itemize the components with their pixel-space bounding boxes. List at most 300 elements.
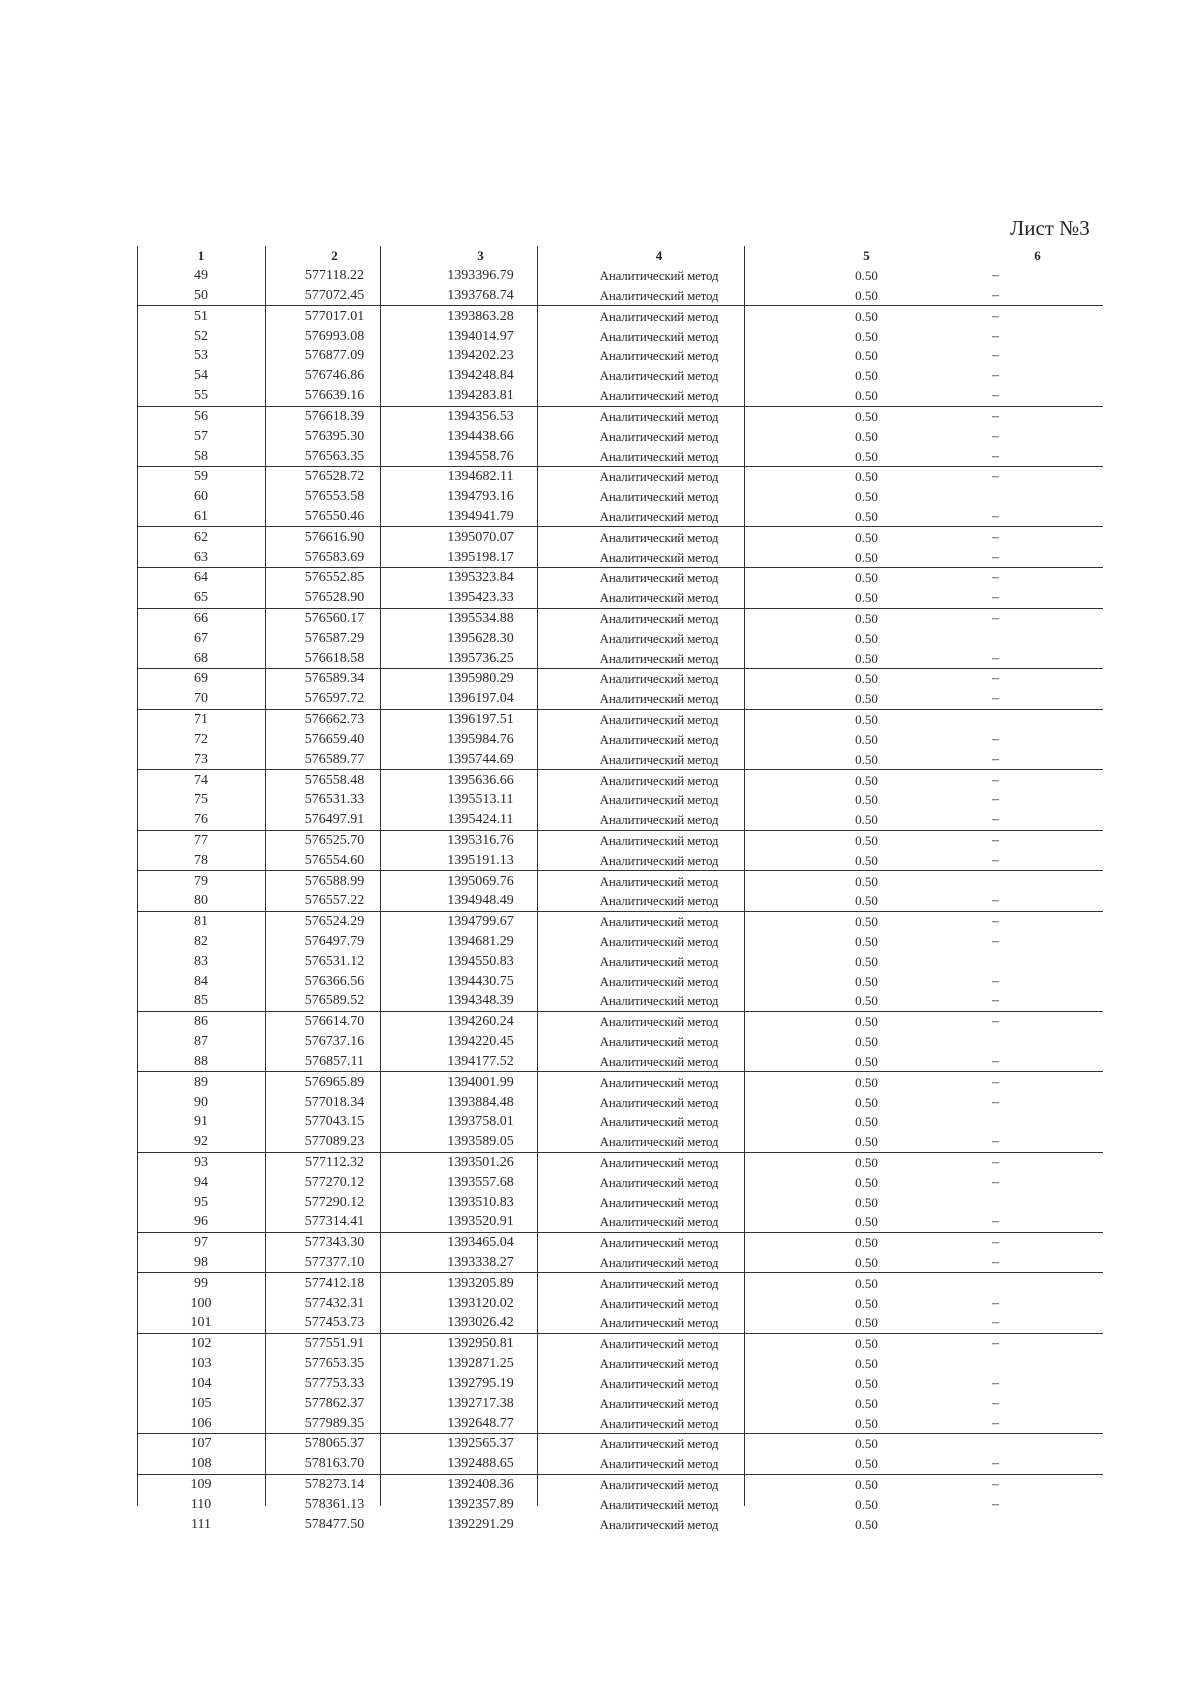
method-cell: Аналитический метод: [557, 406, 761, 426]
precision-cell: 0.50: [855, 388, 878, 404]
note-cell: –: [992, 1315, 999, 1331]
x-coordinate-cell: 578361.13: [304, 1496, 365, 1512]
x-coordinate-cell: 577043.15: [304, 1114, 365, 1130]
y-coordinate-cell: 1394438.66: [447, 428, 514, 444]
precision-cell: 0.50: [855, 1214, 878, 1230]
note-cell: [972, 1354, 1103, 1374]
note-cell: –: [992, 893, 999, 909]
note-cell: –: [992, 1415, 999, 1431]
column-header: 3: [477, 248, 484, 264]
x-coordinate-cell: 576366.56: [304, 973, 365, 989]
note-cell: –: [972, 669, 1103, 689]
method-cell: Аналитический метод: [557, 871, 761, 891]
point-number-cell: 89: [137, 1072, 265, 1092]
column-header: 4: [655, 248, 663, 264]
precision-cell: 0.50: [855, 731, 878, 747]
y-coordinate-cell: 1392717.38: [447, 1395, 514, 1411]
table-row: [137, 1172, 1103, 1192]
column-header: 5: [863, 248, 870, 264]
point-number-cell: 111: [191, 1516, 211, 1532]
table-row: [137, 1494, 1103, 1514]
point-number-cell: 109: [137, 1474, 265, 1494]
y-coordinate-cell: 1394941.79: [447, 508, 514, 524]
y-coordinate-cell: 1394793.16: [447, 489, 514, 505]
column-header: 1: [197, 248, 205, 264]
point-number-cell: 73: [194, 751, 208, 767]
note-cell: –: [972, 911, 1103, 931]
table-row: [137, 951, 1103, 971]
y-coordinate-cell: 1393884.48: [447, 1094, 514, 1110]
table-body: [137, 266, 1103, 1534]
point-number-cell: 68: [194, 650, 208, 666]
precision-cell: 0.50: [855, 1395, 878, 1411]
method-cell: Аналитический метод: [599, 549, 719, 565]
method-cell: Аналитический метод: [599, 1255, 719, 1271]
note-cell: –: [972, 568, 1103, 588]
method-cell: Аналитический метод: [557, 568, 761, 588]
x-coordinate-cell: 578477.50: [304, 1516, 365, 1532]
precision-cell: 0.50: [761, 911, 972, 931]
x-coordinate-cell: 576525.70: [265, 830, 404, 850]
y-coordinate-cell: 1393863.28: [404, 306, 557, 326]
y-coordinate-cell: 1393396.79: [447, 268, 514, 284]
precision-cell: 0.50: [855, 368, 878, 384]
x-coordinate-cell: 576524.29: [265, 911, 404, 931]
x-coordinate-cell: 576589.34: [265, 669, 404, 689]
y-coordinate-cell: 1393557.68: [447, 1174, 514, 1190]
x-coordinate-cell: 577453.73: [304, 1315, 365, 1331]
note-cell: [972, 871, 1103, 891]
method-cell: Аналитический метод: [599, 388, 719, 404]
point-number-cell: 67: [194, 630, 208, 646]
precision-cell: 0.50: [855, 1174, 878, 1190]
method-cell: Аналитический метод: [599, 691, 719, 707]
point-number-cell: 110: [190, 1496, 212, 1512]
y-coordinate-cell: 1395069.76: [404, 871, 557, 891]
method-cell: Аналитический метод: [557, 1433, 761, 1453]
note-cell: –: [972, 1474, 1103, 1494]
table-row: [137, 1092, 1103, 1112]
y-coordinate-cell: 1392648.77: [447, 1415, 514, 1431]
x-coordinate-cell: 578065.37: [265, 1433, 404, 1453]
precision-cell: 0.50: [855, 812, 878, 828]
y-coordinate-cell: 1394799.67: [404, 911, 557, 931]
note-cell: [972, 1192, 1103, 1212]
table-row: [137, 871, 1103, 891]
method-cell: Аналитический метод: [599, 590, 719, 606]
point-number-cell: 52: [194, 328, 208, 344]
x-coordinate-cell: 577270.12: [304, 1174, 365, 1190]
method-cell: Аналитический метод: [599, 489, 719, 505]
method-cell: Аналитический метод: [599, 368, 719, 384]
note-cell: –: [992, 368, 999, 384]
method-cell: Аналитический метод: [599, 1053, 719, 1069]
sheet-label: Лист №3: [1010, 216, 1090, 240]
precision-cell: 0.50: [855, 953, 878, 969]
precision-cell: 0.50: [855, 1516, 878, 1532]
precision-cell: 0.50: [855, 650, 878, 666]
table-row: [137, 386, 1103, 406]
precision-cell: 0.50: [761, 1474, 972, 1494]
y-coordinate-cell: 1394001.99: [404, 1072, 557, 1092]
point-number-cell: 76: [194, 812, 208, 828]
table-row: [137, 1052, 1103, 1072]
x-coordinate-cell: 576583.69: [304, 549, 365, 565]
coordinates-table: [137, 246, 1103, 1534]
point-number-cell: 99: [137, 1273, 265, 1293]
y-coordinate-cell: 1393026.42: [447, 1315, 514, 1331]
point-number-cell: 61: [194, 508, 208, 524]
note-cell: –: [992, 590, 999, 606]
note-cell: –: [972, 1011, 1103, 1031]
precision-cell: 0.50: [761, 306, 972, 326]
y-coordinate-cell: 1395736.25: [447, 650, 514, 666]
point-number-cell: 97: [137, 1232, 265, 1252]
x-coordinate-cell: 576531.33: [304, 792, 365, 808]
y-coordinate-cell: 1395070.07: [404, 527, 557, 547]
y-coordinate-cell: 1395423.33: [447, 590, 514, 606]
x-coordinate-cell: 576558.48: [265, 770, 404, 790]
point-number-cell: 49: [194, 268, 208, 284]
note-cell: –: [992, 731, 999, 747]
precision-cell: 0.50: [761, 568, 972, 588]
point-number-cell: 91: [194, 1114, 208, 1130]
precision-cell: 0.50: [855, 1375, 878, 1391]
point-number-cell: 77: [137, 830, 265, 850]
table-row: [137, 709, 1103, 729]
method-cell: Аналитический метод: [599, 751, 719, 767]
method-cell: Аналитический метод: [599, 650, 719, 666]
method-cell: Аналитический метод: [599, 893, 719, 909]
y-coordinate-cell: 1395984.76: [447, 731, 514, 747]
precision-cell: 0.50: [855, 1315, 878, 1331]
table-row: [137, 588, 1103, 608]
note-cell: –: [992, 792, 999, 808]
x-coordinate-cell: 576662.73: [265, 709, 404, 729]
column-header: 2: [331, 248, 338, 264]
precision-cell: 0.50: [855, 428, 878, 444]
y-coordinate-cell: 1396197.51: [404, 709, 557, 729]
y-coordinate-cell: 1395323.84: [404, 568, 557, 588]
y-coordinate-cell: 1394558.76: [447, 448, 514, 464]
y-coordinate-cell: 1395198.17: [447, 549, 514, 565]
x-coordinate-cell: 577343.30: [265, 1232, 404, 1252]
precision-cell: 0.50: [855, 348, 878, 364]
note-cell: [972, 487, 1103, 507]
note-cell: –: [992, 973, 999, 989]
precision-cell: 0.50: [855, 893, 878, 909]
precision-cell: 0.50: [855, 1255, 878, 1271]
precision-cell: 0.50: [761, 608, 972, 628]
table-row: [137, 1474, 1103, 1494]
table-row: [137, 527, 1103, 547]
x-coordinate-cell: 576554.60: [304, 852, 365, 868]
precision-cell: 0.50: [761, 1232, 972, 1252]
point-number-cell: 107: [137, 1433, 265, 1453]
table-row: [137, 911, 1103, 931]
method-cell: Аналитический метод: [557, 1152, 761, 1172]
precision-cell: 0.50: [761, 1152, 972, 1172]
x-coordinate-cell: 576589.52: [304, 993, 365, 1009]
point-number-cell: 85: [194, 993, 208, 1009]
note-cell: [972, 628, 1103, 648]
table-row: [137, 1433, 1103, 1453]
table-row: [137, 1454, 1103, 1474]
point-number-cell: 69: [137, 669, 265, 689]
precision-cell: 0.50: [855, 1456, 878, 1472]
y-coordinate-cell: 1394550.83: [447, 953, 514, 969]
precision-cell: 0.50: [855, 1134, 878, 1150]
point-number-cell: 98: [194, 1255, 208, 1271]
y-coordinate-cell: 1395636.66: [404, 770, 557, 790]
table-row: [137, 1253, 1103, 1273]
x-coordinate-cell: 576587.29: [304, 630, 365, 646]
point-number-cell: 78: [194, 852, 208, 868]
point-number-cell: 54: [194, 368, 208, 384]
column-header: 6: [1034, 248, 1041, 264]
note-cell: –: [992, 934, 999, 950]
y-coordinate-cell: 1395980.29: [404, 669, 557, 689]
point-number-cell: 105: [190, 1395, 212, 1411]
method-cell: Аналитический метод: [599, 1315, 719, 1331]
x-coordinate-cell: 576589.77: [304, 751, 365, 767]
note-cell: [972, 1032, 1103, 1052]
point-number-cell: 55: [194, 388, 208, 404]
y-coordinate-cell: 1392357.89: [447, 1496, 514, 1512]
x-coordinate-cell: 577862.37: [304, 1395, 365, 1411]
point-number-cell: 50: [194, 288, 208, 304]
method-cell: Аналитический метод: [599, 1114, 719, 1130]
point-number-cell: 93: [137, 1152, 265, 1172]
y-coordinate-cell: 1394177.52: [447, 1053, 514, 1069]
method-cell: Аналитический метод: [599, 1034, 719, 1050]
note-cell: –: [992, 691, 999, 707]
method-cell: Аналитический метод: [599, 934, 719, 950]
precision-cell: 0.50: [855, 590, 878, 606]
note-cell: –: [992, 388, 999, 404]
x-coordinate-cell: 576857.11: [305, 1053, 364, 1069]
note-cell: –: [972, 770, 1103, 790]
precision-cell: 0.50: [855, 973, 878, 989]
y-coordinate-cell: 1393510.83: [447, 1194, 514, 1210]
method-cell: Аналитический метод: [599, 348, 719, 364]
method-cell: Аналитический метод: [599, 1375, 719, 1391]
table-row: [137, 1192, 1103, 1212]
precision-cell: 0.50: [855, 489, 878, 505]
x-coordinate-cell: 578163.70: [304, 1456, 365, 1472]
note-cell: –: [972, 1333, 1103, 1353]
note-cell: –: [992, 1456, 999, 1472]
point-number-cell: 83: [194, 953, 208, 969]
y-coordinate-cell: 1392795.19: [447, 1375, 514, 1391]
x-coordinate-cell: 577377.10: [304, 1255, 365, 1271]
y-coordinate-cell: 1394682.11: [404, 466, 557, 486]
y-coordinate-cell: 1395424.11: [447, 812, 514, 828]
table-row: [137, 507, 1103, 527]
x-coordinate-cell: 576497.79: [304, 934, 365, 950]
note-cell: –: [992, 328, 999, 344]
y-coordinate-cell: 1394356.53: [404, 406, 557, 426]
y-coordinate-cell: 1394430.75: [447, 973, 514, 989]
table-row: [137, 1313, 1103, 1333]
table-row: [137, 749, 1103, 769]
precision-cell: 0.50: [761, 669, 972, 689]
precision-cell: 0.50: [855, 288, 878, 304]
x-coordinate-cell: 576560.17: [265, 608, 404, 628]
method-cell: Аналитический метод: [599, 1214, 719, 1230]
table-row: [137, 426, 1103, 446]
y-coordinate-cell: 1395628.30: [447, 630, 514, 646]
x-coordinate-cell: 577753.33: [304, 1375, 365, 1391]
note-cell: –: [992, 288, 999, 304]
note-cell: –: [992, 549, 999, 565]
note-cell: [972, 1433, 1103, 1453]
precision-cell: 0.50: [761, 1072, 972, 1092]
y-coordinate-cell: 1395191.13: [447, 852, 514, 868]
y-coordinate-cell: 1394202.23: [447, 348, 514, 364]
x-coordinate-cell: 576563.35: [304, 448, 365, 464]
point-number-cell: 103: [190, 1356, 212, 1372]
table-row: [137, 932, 1103, 952]
table-row: [137, 1032, 1103, 1052]
x-coordinate-cell: 576497.91: [304, 812, 365, 828]
note-cell: [972, 709, 1103, 729]
table-row: [137, 991, 1103, 1011]
y-coordinate-cell: 1392565.37: [404, 1433, 557, 1453]
y-coordinate-cell: 1393338.27: [447, 1255, 514, 1271]
table-row: [137, 628, 1103, 648]
note-cell: –: [992, 1295, 999, 1311]
note-cell: –: [992, 812, 999, 828]
table-row: [137, 891, 1103, 911]
point-number-cell: 79: [137, 871, 265, 891]
precision-cell: 0.50: [761, 709, 972, 729]
note-cell: [972, 951, 1103, 971]
point-number-cell: 82: [194, 934, 208, 950]
y-coordinate-cell: 1393758.01: [447, 1114, 514, 1130]
method-cell: Аналитический метод: [599, 1516, 719, 1532]
x-coordinate-cell: 577112.32: [265, 1152, 404, 1172]
point-number-cell: 95: [194, 1194, 208, 1210]
table-row: [137, 487, 1103, 507]
precision-cell: 0.50: [855, 448, 878, 464]
note-cell: –: [992, 650, 999, 666]
method-cell: Аналитический метод: [599, 268, 719, 284]
table-row: [137, 971, 1103, 991]
method-cell: Аналитический метод: [557, 669, 761, 689]
table-row: [137, 689, 1103, 709]
table-row: [137, 346, 1103, 366]
method-cell: Аналитический метод: [557, 1011, 761, 1031]
method-cell: Аналитический метод: [599, 428, 719, 444]
note-cell: –: [992, 993, 999, 1009]
x-coordinate-cell: 576550.46: [304, 508, 365, 524]
y-coordinate-cell: 1394220.45: [447, 1034, 514, 1050]
table-row: [137, 608, 1103, 628]
table-row: [137, 266, 1103, 286]
table-row: [137, 669, 1103, 689]
precision-cell: 0.50: [855, 1094, 878, 1110]
method-cell: Аналитический метод: [557, 1474, 761, 1494]
y-coordinate-cell: 1393589.05: [447, 1134, 514, 1150]
precision-cell: 0.50: [761, 1333, 972, 1353]
y-coordinate-cell: 1393120.02: [447, 1295, 514, 1311]
x-coordinate-cell: 576618.39: [265, 406, 404, 426]
y-coordinate-cell: 1393520.91: [447, 1214, 514, 1230]
method-cell: Аналитический метод: [557, 608, 761, 628]
precision-cell: 0.50: [855, 1053, 878, 1069]
precision-cell: 0.50: [855, 268, 878, 284]
precision-cell: 0.50: [855, 1194, 878, 1210]
table-row: [137, 1374, 1103, 1394]
y-coordinate-cell: 1394248.84: [447, 368, 514, 384]
x-coordinate-cell: 576531.12: [304, 953, 365, 969]
table-row: [137, 1152, 1103, 1172]
table-row: [137, 1132, 1103, 1152]
method-cell: Аналитический метод: [599, 1295, 719, 1311]
x-coordinate-cell: 577653.35: [304, 1356, 365, 1372]
note-cell: [972, 1273, 1103, 1293]
table-header-row: [137, 246, 1103, 266]
precision-cell: 0.50: [855, 1496, 878, 1512]
note-cell: –: [992, 268, 999, 284]
method-cell: Аналитический метод: [557, 1072, 761, 1092]
table-row: [137, 1011, 1103, 1031]
precision-cell: 0.50: [761, 406, 972, 426]
table-row: [137, 1232, 1103, 1252]
precision-cell: 0.50: [855, 1295, 878, 1311]
x-coordinate-cell: 577432.31: [304, 1295, 365, 1311]
table-row: [137, 850, 1103, 870]
method-cell: Аналитический метод: [599, 973, 719, 989]
y-coordinate-cell: 1396197.04: [447, 691, 514, 707]
y-coordinate-cell: 1394283.81: [447, 388, 514, 404]
table-row: [137, 1514, 1103, 1534]
method-cell: Аналитический метод: [599, 792, 719, 808]
method-cell: Аналитический метод: [599, 1094, 719, 1110]
x-coordinate-cell: 576395.30: [304, 428, 365, 444]
x-coordinate-cell: 576618.58: [304, 650, 365, 666]
table-row: [137, 1413, 1103, 1433]
precision-cell: 0.50: [761, 830, 972, 850]
method-cell: Аналитический метод: [557, 466, 761, 486]
y-coordinate-cell: 1394260.24: [404, 1011, 557, 1031]
x-coordinate-cell: 577314.41: [304, 1214, 365, 1230]
method-cell: Аналитический метод: [599, 1174, 719, 1190]
table-row: [137, 810, 1103, 830]
x-coordinate-cell: 576614.70: [265, 1011, 404, 1031]
table-row: [137, 1354, 1103, 1374]
method-cell: Аналитический метод: [557, 527, 761, 547]
point-number-cell: 101: [190, 1315, 212, 1331]
note-cell: –: [972, 608, 1103, 628]
y-coordinate-cell: 1395513.11: [447, 792, 514, 808]
precision-cell: 0.50: [855, 1034, 878, 1050]
note-cell: [972, 1112, 1103, 1132]
table-row: [137, 1112, 1103, 1132]
y-coordinate-cell: 1392488.65: [447, 1456, 514, 1472]
y-coordinate-cell: 1393465.04: [404, 1232, 557, 1252]
x-coordinate-cell: 577018.34: [304, 1094, 365, 1110]
method-cell: Аналитический метод: [599, 1194, 719, 1210]
precision-cell: 0.50: [761, 466, 972, 486]
table-row: [137, 446, 1103, 466]
y-coordinate-cell: 1395316.76: [404, 830, 557, 850]
note-cell: –: [992, 1053, 999, 1069]
method-cell: Аналитический метод: [599, 1496, 719, 1512]
note-cell: –: [972, 527, 1103, 547]
point-number-cell: 57: [194, 428, 208, 444]
